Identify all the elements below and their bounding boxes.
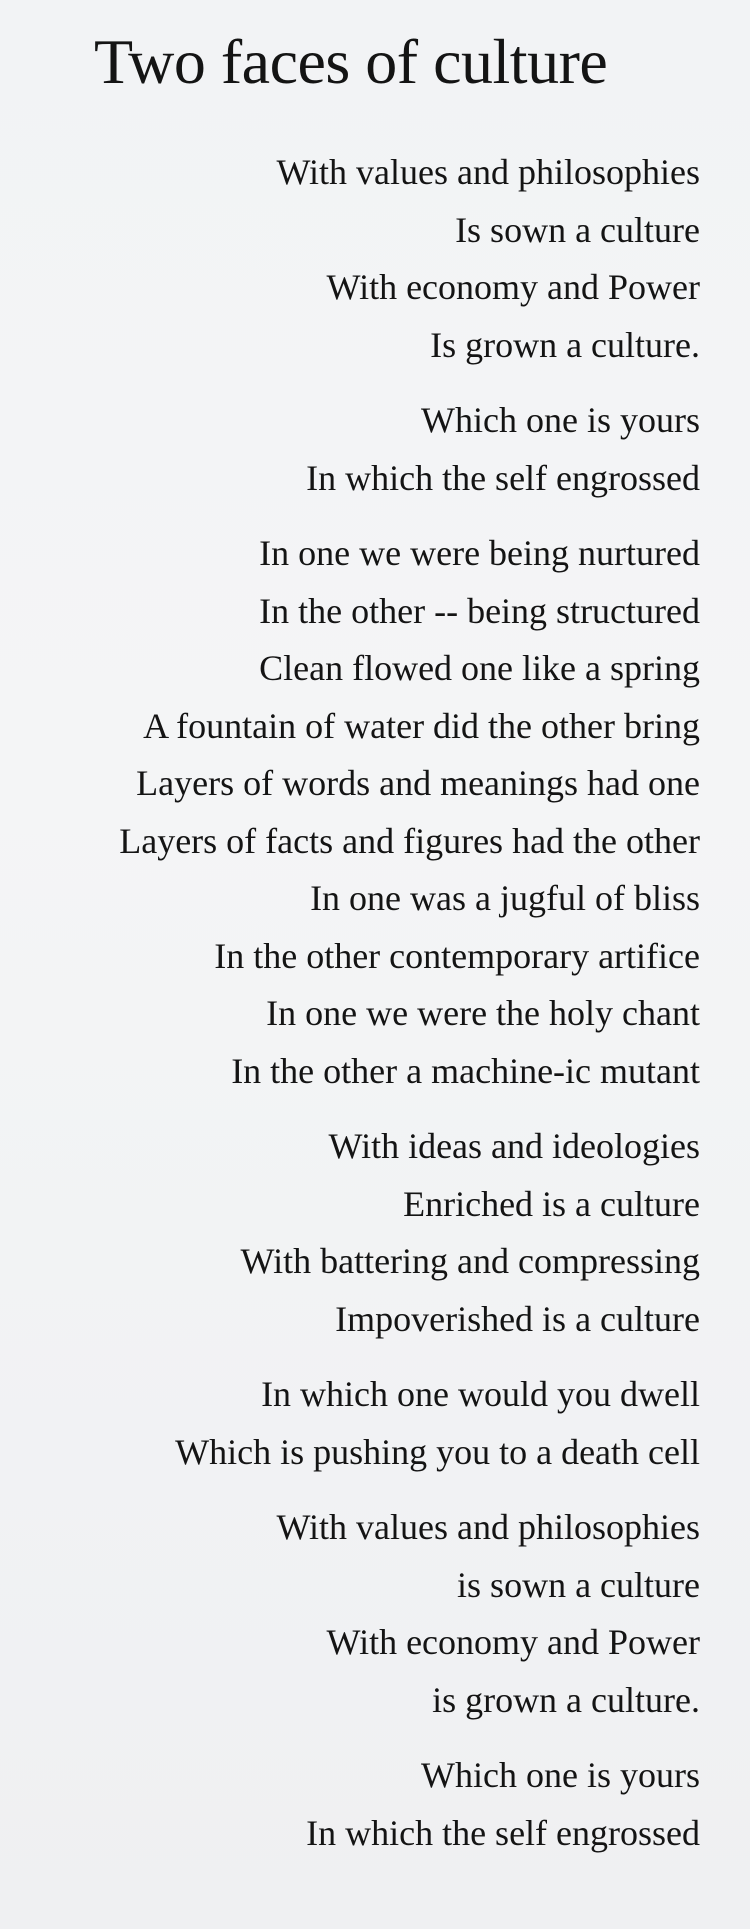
poem-line: In one we were the holy chant bbox=[266, 993, 700, 1033]
poem-line: In the other contemporary artifice bbox=[214, 935, 700, 976]
poem-line: Impoverished is a culture bbox=[335, 1298, 700, 1339]
poem-line: is sown a culture bbox=[457, 1564, 700, 1605]
stanza-7 bbox=[30, 1747, 700, 1862]
poem-line: In the other -- being structured bbox=[259, 590, 700, 631]
stanza-1 bbox=[30, 144, 700, 374]
poem-title: Two faces of culture bbox=[94, 26, 608, 97]
poem-line: In which the self engrossed bbox=[306, 457, 700, 498]
poem-line: Layers of words and meanings had one bbox=[136, 763, 700, 803]
poem-line: Is grown a culture. bbox=[430, 324, 700, 365]
poem-line: In one was a jugful of bliss bbox=[310, 878, 700, 918]
poem-line: Clean flowed one like a spring bbox=[259, 648, 700, 688]
stanza-4 bbox=[30, 1118, 700, 1348]
stanza-5 bbox=[30, 1366, 700, 1481]
poem-line: With ideas and ideologies bbox=[328, 1126, 700, 1166]
poem-line: Which one is yours bbox=[421, 400, 700, 440]
poem-line: Layers of facts and figures had the other bbox=[119, 820, 700, 861]
poem-line: With economy and Power bbox=[326, 1622, 700, 1662]
stanza-3 bbox=[30, 525, 700, 1100]
stanza-6 bbox=[30, 1499, 700, 1729]
poem-line: In which the self engrossed bbox=[306, 1812, 700, 1853]
poem-line: Which one is yours bbox=[421, 1755, 700, 1795]
poem-line: With economy and Power bbox=[326, 267, 700, 307]
poem-line: Is sown a culture bbox=[455, 209, 700, 250]
poem-line: With values and philosophies bbox=[276, 1507, 700, 1547]
poem-line: A fountain of water did the other bring bbox=[143, 705, 700, 746]
poem-line: With battering and compressing bbox=[240, 1241, 700, 1281]
poem-line: In the other a machine-ic mutant bbox=[231, 1050, 700, 1091]
poem-line: Enriched is a culture bbox=[403, 1183, 700, 1224]
poem-line: With values and philosophies bbox=[276, 152, 700, 192]
poem-line: is grown a culture. bbox=[432, 1679, 700, 1720]
poem-line: Which is pushing you to a death cell bbox=[175, 1431, 700, 1472]
poem-body bbox=[30, 144, 710, 1862]
poem-line: In which one would you dwell bbox=[261, 1374, 700, 1414]
stanza-2 bbox=[30, 392, 700, 507]
poem-line: In one we were being nurtured bbox=[259, 533, 700, 573]
